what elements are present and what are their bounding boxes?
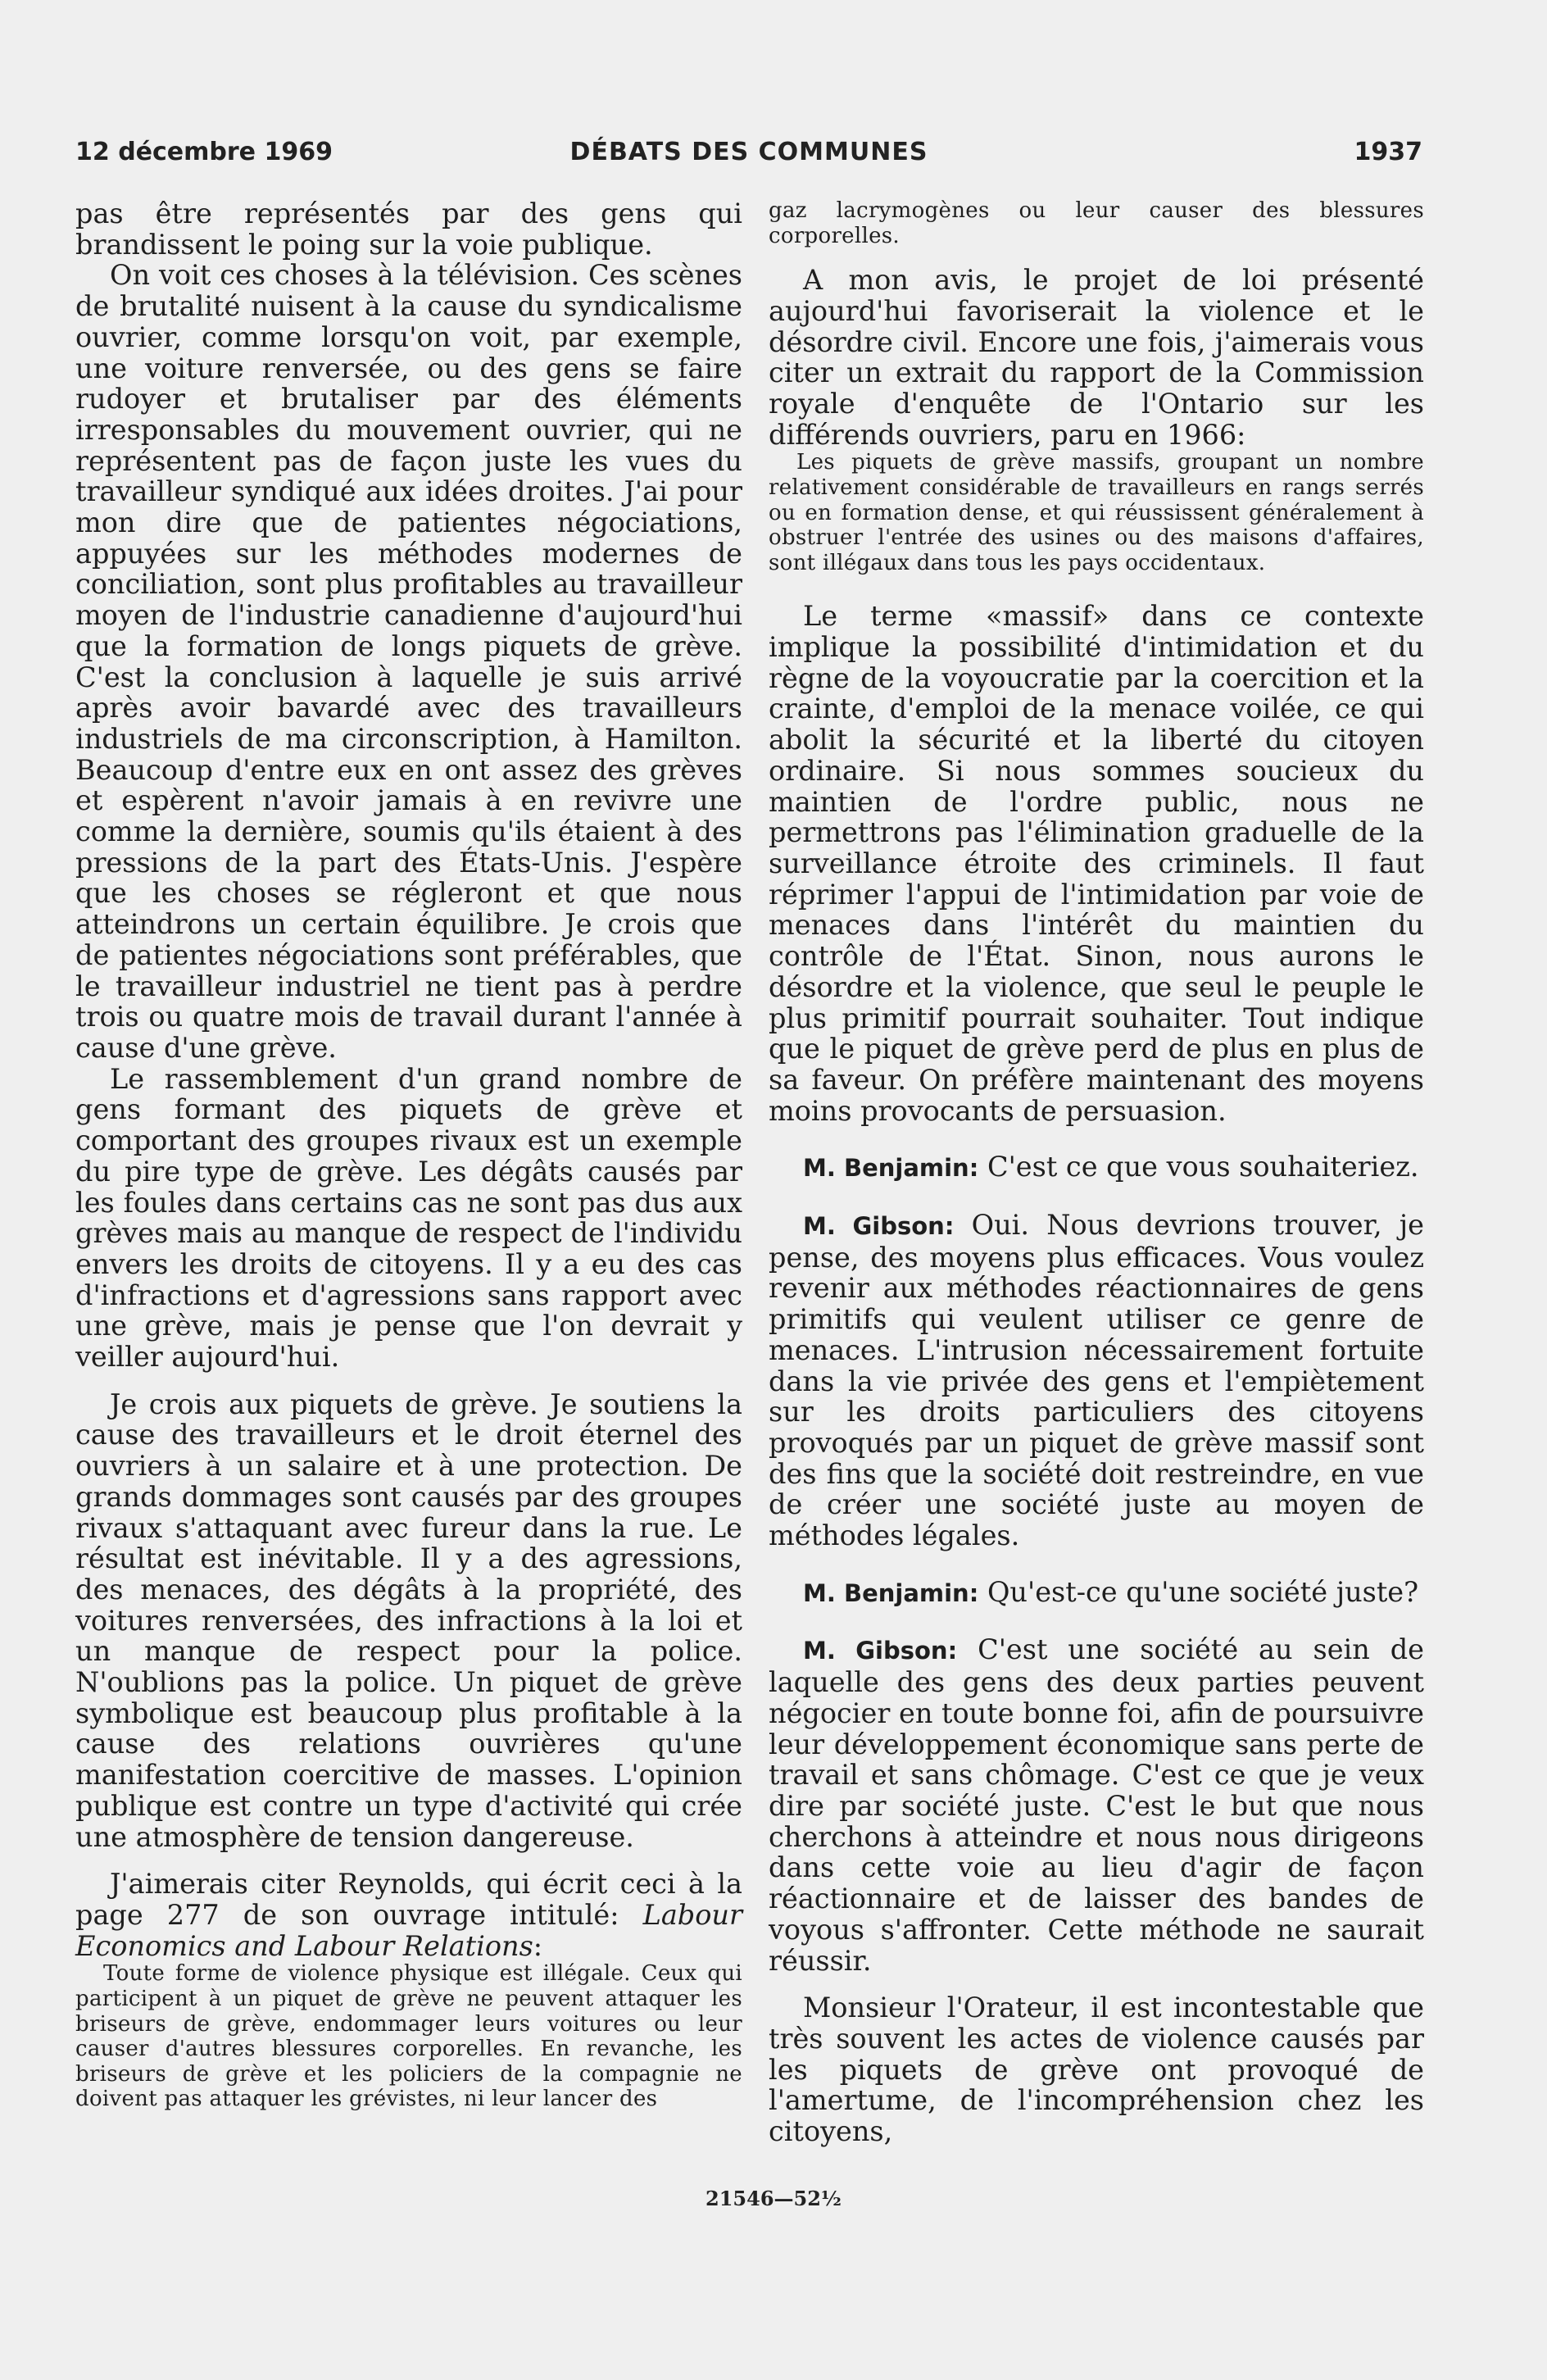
header-page-number: 1937 (1354, 138, 1422, 166)
quote-text: Les piquets de grève massifs, groupant un nombre relativement considérable de travailleurs en rangs serrés ou en formation dense, et qui réussissent généralement à obstruer l'entrée des usines ou des maisons d'affaires, sont illégaux dans tous les pays occidentaux. (769, 450, 1424, 575)
paragraph: Le rassemblement d'un grand nombre de gens formant des piquets de grève et comportant des groupes rivaux est un exemple du pire type de grève. Les dégâts causés par les foules dans certains cas ne sont pas dus aux grèves mais au manque de respect de l'individu envers les droits de citoyens. Il y a eu des cas d'infractions et d'agressions sans rapport avec une grève, mais je pense que l'on devrait y veiller aujourd'hui. (75, 1062, 742, 1374)
paragraph: A mon avis, le projet de loi présenté aujourd'hui favoriserait la violence et le désordre civil. Encore une fois, j'aimerais vous citer un extrait du rapport de la Commission royale d'enquête de l'Ontario sur les différends ouvriers, paru en 1966: (769, 264, 1424, 451)
left-column (75, 198, 742, 2112)
speech-text: Oui. Nous devrions trouver, je pense, des moyens plus efficaces. Vous voulez revenir aux méthodes réactionnaires de gens primitifs qui veulent utiliser ce genre de menaces. L'intrusion nécessairement fortuite dans la vie privée des gens et l'empiètement sur les droits particuliers des citoyens provoqués par un piquet de grève massif sont des fins que la société doit restreindre, en vue de créer une société juste au moyen de méthodes légales. (769, 1209, 1424, 1552)
paragraph: Monsieur l'Orateur, il est incontestable que très souvent les actes de violence causés par les piquets de grève ont provoqué de l'amertume, de l'incompréhension chez les citoyens, (769, 1992, 1424, 2148)
paragraph: Je crois aux piquets de grève. Je soutiens la cause des travailleurs et le droit éternel des ouvriers à un salaire et à une protection. De grands dommages sont causés par des groupes rivaux s'attaquant avec fureur dans la rue. Le résultat est inévitable. Il y a des agressions, des menaces, des dégâts à la propriété, des voitures renversées, des infractions à la loi et un manque de respect pour la police. N'oublions pas la police. Un piquet de grève symbolique est beaucoup plus profitable à la cause des relations ouvrières qu'une manifestation coercitive de masses. L'opinion publique est contre un type d'activité qui crée une atmosphère de tension dangereuse. (75, 1388, 742, 1853)
page-header (75, 138, 1422, 174)
speech-text: C'est une société au sein de laquelle des gens des deux parties peuvent négocier en toute bonne foi, afin de poursuivre leur développement économique sans perte de travail et sans chômage. C'est ce que je veux dire par société juste. C'est le but que nous cherchons à atteindre et nous nous dirigeons dans cette voie au lieu d'agir de façon réactionnaire et de laisser des bandes de voyous s'affronter. Cette méthode ne saurait réussir. (769, 1633, 1425, 1977)
speech-text: C'est ce que vous souhaiteriez. (978, 1151, 1419, 1183)
paragraph-citation (75, 1869, 742, 1961)
speaker-name: M. Gibson: (803, 1637, 958, 1665)
header-title: DÉBATS DES COMMUNES (569, 138, 928, 166)
citation-lead: J'aimerais citer Reynolds, qui écrit ceci à la page 277 de son ouvrage intitulé: (75, 1868, 742, 1931)
paragraph: On voit ces choses à la télévision. Ces scènes de brutalité nuisent à la cause du syndicalisme ouvrier, comme lorsqu'on voit, par exemple, une voiture renversée, ou des gens se faire rudoyer et brutaliser par des éléments irresponsables du mouvement ouvrier, qui ne représentent pas de façon juste les vues du travailleur syndiqué aux idées droites. J'ai pour mon dire que de patientes négociations, appuyées sur les méthodes modernes de conciliation, sont plus profitables au travailleur moyen de l'industrie canadienne d'aujourd'hui que la formation de longs piquets de grève. C'est la conclusion à laquelle je suis arrivé après avoir bavardé avec des travailleurs industriels de ma circonscription, à Hamilton. Beaucoup d'entre eux en ont assez des grèves et espèrent n'avoir jamais à en revivre une comme la dernière, soumis qu'ils étaient à des pressions de la part des États-Unis. J'espère que les choses se régleront et que nous atteindrons un certain équilibre. Je crois que de patientes négociations sont préférables, que le travailleur industriel ne tient pas à perdre trois ou quatre mois de travail durant l'année à cause d'une grève. (75, 259, 742, 1064)
citation-colon: : (533, 1929, 543, 1962)
page-footer-code: 21546—52½ (705, 2187, 842, 2210)
speaker-paragraph (769, 1151, 1424, 1184)
speaker-paragraph (769, 1634, 1424, 1976)
right-column (769, 198, 1424, 2147)
speaker-paragraph (769, 1577, 1424, 1610)
block-quote (769, 450, 1424, 575)
speech-text: Qu'est-ce qu'une société juste? (978, 1575, 1419, 1608)
speaker-name: M. Benjamin: (803, 1578, 979, 1607)
speaker-name: M. Benjamin: (803, 1154, 979, 1183)
book-title: Labour Economics and Labour Relations (75, 1898, 742, 1962)
paragraph: Le terme «massif» dans ce contexte implique la possibilité d'intimidation et du règne de la voyoucratie par la coercition et la crainte, d'emploi de la menace voilée, ce qui abolit la sécurité et la liberté du citoyen ordinaire. Si nous sommes soucieux du maintien de l'ordre public, nous ne permettrons pas l'élimination graduelle de la surveillance étroite des criminels. Il faut réprimer l'appui de l'intimidation par voie de menaces dans l'intérêt du maintien du contrôle de l'État. Sinon, nous aurons le désordre et la violence, que seul le peuple le plus primitif pourrait souhaiter. Tout indique que le piquet de grève perd de plus en plus de sa faveur. On préfère maintenant des moyens moins provocants de persuasion. (769, 600, 1424, 1127)
quote-text: Toute forme de violence physique est illégale. Ceux qui participent à un piquet de grève ne peuvent attaquer les briseurs de grève, endommager leurs voitures ou leur causer d'autres blessures corporelles. En revanche, les briseurs de grève et les policiers de la compagnie ne doivent pas attaquer les grévistes, ni leur lancer des (75, 1961, 742, 2112)
header-date: 12 décembre 1969 (75, 138, 333, 166)
speaker-name: M. Gibson: (803, 1212, 955, 1241)
speaker-paragraph (769, 1210, 1424, 1551)
block-quote (75, 1961, 742, 2112)
paragraph: pas être représentés par des gens qui brandissent le poing sur la voie publique. (75, 198, 742, 261)
block-quote-continued: gaz lacrymogènes ou leur causer des blessures corporelles. (769, 198, 1424, 248)
